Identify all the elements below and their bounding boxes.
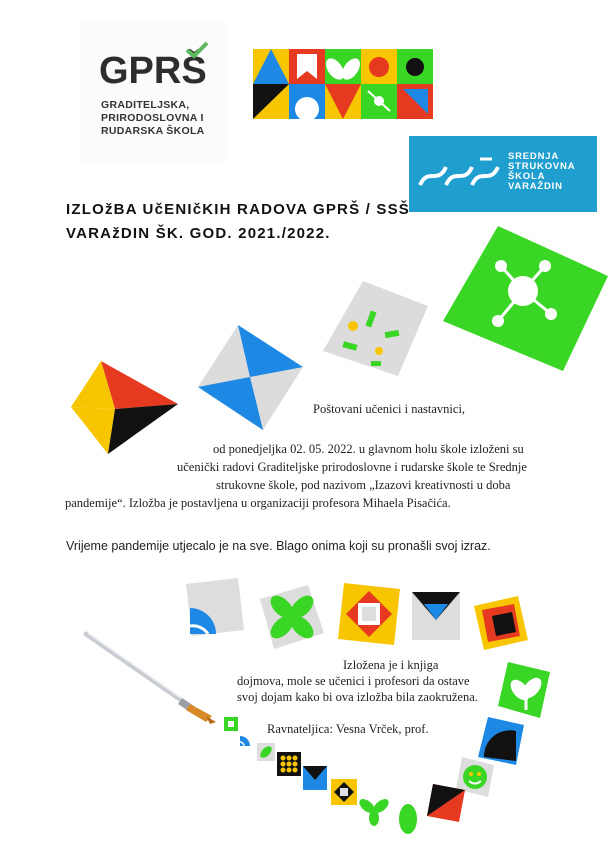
gprs-wordmark: GPRŠ [99,50,207,92]
letter-line-1: od ponedjeljka 02. 05. 2022. u glavnom holu škole izloženi su [213,442,524,456]
decorative-tile-banner [253,49,433,119]
sprout-tile-icon [498,662,550,718]
hourglass-diamond-icon [198,325,306,433]
tiny-green-tile-icon [223,716,239,732]
letter-line-3: strukovne škole, pod nazivom „Izazovi kreativnosti u doba [216,478,511,492]
paintbrush-icon [80,628,220,724]
sss-line-3: ŠKOLA [508,171,546,182]
diagonal-tile-icon [427,784,465,822]
sss-line-4: VARAŽDIN [508,181,563,192]
page-title-line-2: VARAžDIN ŠK. GOD. 2021./2022. [66,225,331,242]
network-diamond-icon [443,226,613,376]
letter-line-4: pandemije“. Izložba je postavljena u organizaciji profesora Mihaela Pisačića. [65,496,451,510]
small-triangle-tile-icon [302,765,328,791]
sss-line-1: SREDNJA [508,151,559,162]
letter-line-2: učenički radovi Graditeljske prirodoslovne i rudarske škole te Srednje [177,460,527,474]
dotted-tile-icon [276,751,302,777]
square-target-tile-icon [338,583,400,645]
letter-greeting: Poštovani učenici i nastavnici, [313,402,466,416]
signature-text: Ravnateljica: Vesna Vrček, prof. [267,722,429,736]
gprs-line-2: PRIRODOSLOVNA I [101,112,204,124]
book-note-line-3: svoj dojam kako bi ova izložba bila zaokružena. [237,690,478,704]
stripe-tile-icon [474,596,528,650]
tiny-wave-tile-icon [238,730,256,748]
book-note-line-1: Izložena je i knjiga [343,658,439,672]
page-title-line-1: IZLOžBA UčENIčKIH RADOVA GPRŠ / SSŠ [66,201,410,218]
book-note-line-2: dojmova, mole se učenici i profesori da ostave [237,674,470,688]
tiny-leaf-tile-icon [256,742,276,762]
sss-line-2: STRUKOVNA [508,161,576,172]
gprs-line-3: RUDARSKA ŠKOLA [101,125,205,137]
triangle-tile-icon [410,590,462,642]
cube-diamond-icon [63,359,183,459]
small-leaf-icon [357,796,391,826]
gprs-line-1: GRADITELJSKA, [101,99,190,111]
statement-text: Vrijeme pandemije utjecalo je na sve. Blago onima koji su pronašli svoj izraz. [66,539,491,553]
confetti-diamond-icon [323,281,433,381]
green-drop-icon [396,801,420,837]
small-square-target-icon [330,778,358,806]
leaf-tile-icon [260,585,324,649]
sss-mark-icon [418,155,502,193]
checkmark-icon [184,40,210,60]
